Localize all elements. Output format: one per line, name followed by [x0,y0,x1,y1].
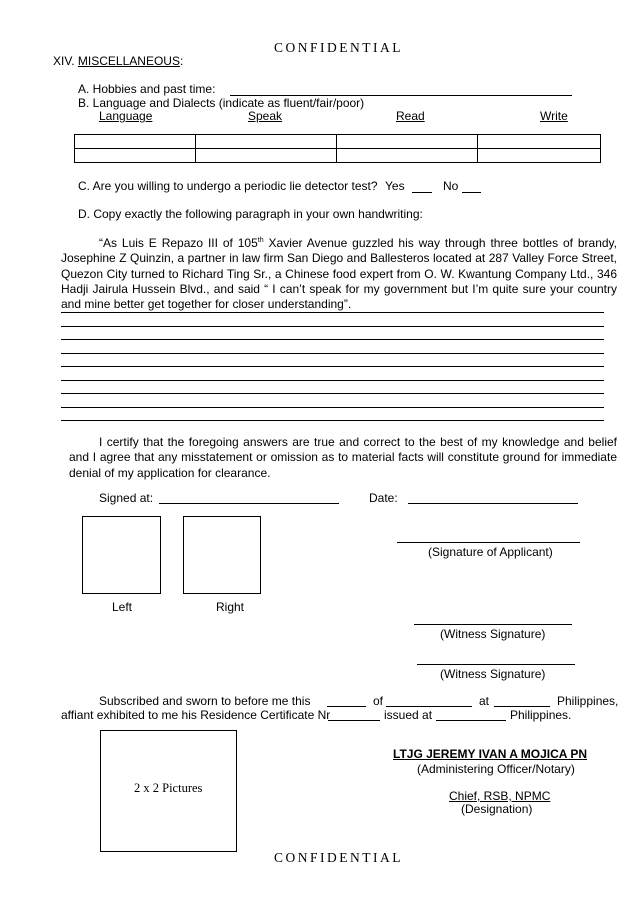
applicant-signature-line[interactable] [397,542,580,543]
officer-title: Chief, RSB, NPMC [449,789,551,803]
handwriting-line[interactable] [61,407,604,408]
witness1-signature-label: (Witness Signature) [440,627,546,641]
date-label: Date: [369,491,398,505]
witness2-signature-label: (Witness Signature) [440,667,546,681]
oath-subscribed: Subscribed and sworn to before me this [99,694,311,708]
column-write: Write [540,109,568,123]
oath-day-line[interactable] [327,706,366,707]
table-cell[interactable] [75,135,196,149]
right-thumbprint-box[interactable] [183,516,261,594]
handwriting-line[interactable] [61,339,604,340]
photo-label: 2 x 2 Pictures [134,781,203,795]
passage-part1: “As Luis E Repazo III of 105 [99,236,258,250]
table-cell[interactable] [337,135,478,149]
oath-place-line[interactable] [494,706,550,707]
signed-at-line[interactable] [159,503,339,504]
applicant-signature-label: (Signature of Applicant) [428,545,553,559]
officer-role: (Administering Officer/Notary) [417,762,575,776]
language-table [74,134,601,163]
handwriting-line[interactable] [61,326,604,327]
handwriting-line[interactable] [61,420,604,421]
header-confidential: CONFIDENTIAL [274,40,403,55]
issued-at-line[interactable] [436,720,506,721]
lie-detector-no-label: No [443,179,459,193]
residence-cert-line[interactable] [328,720,380,721]
oath-issued-at: issued at [384,708,433,722]
table-row [75,149,601,163]
languages-label: B. Language and Dialects (indicate as fluent/fair/poor) [78,96,365,110]
table-cell[interactable] [478,149,601,163]
passage-superscript: th [257,237,264,244]
handwriting-line[interactable] [61,393,604,394]
column-language: Language [99,109,153,123]
table-cell[interactable] [337,149,478,163]
section-colon: : [179,54,184,68]
handwriting-line[interactable] [61,380,604,381]
section-heading [53,54,183,68]
section-number: XIV. [53,54,75,68]
column-speak: Speak [248,109,283,123]
oath-of: of [373,694,384,708]
witness1-signature-line[interactable] [414,624,572,625]
passage-part2: Xavier Avenue guzzled his way through three bottles of brandy, Josephine Z Quinzin, a partner in law firm San Diego and Ballesteros located at 287 Valley Force Street, Quezon City turned to Richard Ting Sr., a Chinese food expert from O. W. Kwantung Company Ltd., 346 Hadji Jairula Hussein Blvd., and said “ I can’t speak for my government but I’m quite sure your country and mine better get together for closer understanding”. [61,236,617,312]
lie-detector-no-blank[interactable] [462,192,481,193]
handwriting-line[interactable] [61,366,604,367]
table-cell[interactable] [196,135,337,149]
handwriting-passage [61,233,617,312]
officer-name: LTJG JEREMY IVAN A MOJICA PN [393,747,588,761]
lie-detector-question: C. Are you willing to undergo a periodic lie detector test? [78,179,378,193]
copy-instruction: D. Copy exactly the following paragraph in your own handwriting: [78,207,423,221]
left-thumbprint-box[interactable] [82,516,161,594]
table-row [75,135,601,149]
hobbies-label: A. Hobbies and past time: [78,82,216,96]
handwriting-line[interactable] [61,312,604,313]
officer-designation: (Designation) [461,802,533,816]
witness2-signature-line[interactable] [417,664,575,665]
oath-philippines-1: Philippines, [557,694,619,708]
column-read: Read [396,109,425,123]
certification-text: I certify that the foregoing answers are true and correct to the best of my knowledge and belief and I agree that any misstatement or omission as to material facts will constitute ground for immediate denial of my application for clearance. [69,435,617,480]
signed-at-label: Signed at: [99,491,154,505]
date-line[interactable] [408,503,578,504]
section-title: MISCELLANEOUS [77,54,180,68]
table-cell[interactable] [75,149,196,163]
left-thumb-label: Left [112,600,133,614]
table-cell[interactable] [478,135,601,149]
lie-detector-yes-blank[interactable] [412,192,432,193]
oath-affiant: affiant exhibited to me his Residence Certificate Nr [61,708,331,722]
handwriting-line[interactable] [61,353,604,354]
table-cell[interactable] [196,149,337,163]
lie-detector-yes-label: Yes [385,179,405,193]
oath-philippines-2: Philippines. [510,708,572,722]
right-thumb-label: Right [216,600,245,614]
oath-at: at [479,694,490,708]
oath-month-line[interactable] [386,706,472,707]
footer-confidential: CONFIDENTIAL [274,850,403,865]
